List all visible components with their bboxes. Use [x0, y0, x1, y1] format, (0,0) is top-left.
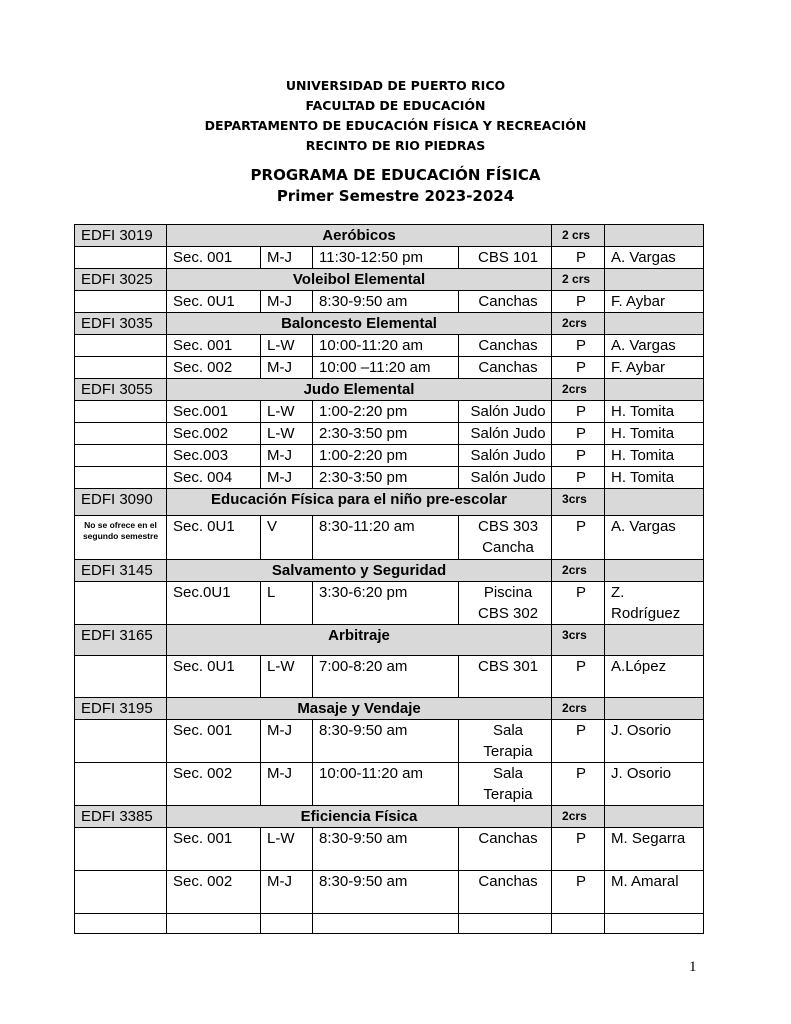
- section-time: 10:00 –11:20 am: [313, 357, 459, 379]
- section-type: P: [552, 871, 605, 914]
- section-days: L: [261, 582, 313, 625]
- section-row: [75, 445, 704, 467]
- section-time: 8:30-11:20 am: [313, 516, 459, 560]
- empty-cell: [75, 763, 167, 806]
- empty-cell: [75, 247, 167, 269]
- section-row: [75, 871, 704, 914]
- course-name: Masaje y Vendaje: [167, 698, 552, 720]
- section-row: [75, 247, 704, 269]
- section-room: Salón Judo: [459, 467, 552, 489]
- course-header-row: [75, 379, 704, 401]
- section-instructor: M. Amaral: [605, 871, 704, 914]
- section-time: 1:00-2:20 pm: [313, 445, 459, 467]
- course-header-row: [75, 625, 704, 656]
- section-type: P: [552, 720, 605, 763]
- section-room: Canchas: [459, 335, 552, 357]
- section-room: Salón Judo: [459, 401, 552, 423]
- section-days: L-W: [261, 335, 313, 357]
- section-instructor: J. Osorio: [605, 720, 704, 763]
- section-room: Sala Terapia: [459, 720, 552, 763]
- section-time: 7:00-8:20 am: [313, 656, 459, 698]
- course-name: Aeróbicos: [167, 225, 552, 247]
- section-type: P: [552, 291, 605, 313]
- section-instructor: F. Aybar: [605, 291, 704, 313]
- empty-cell: [605, 313, 704, 335]
- institution-line: DEPARTAMENTO DE EDUCACIÓN FÍSICA Y RECREACIÓN: [204, 118, 587, 133]
- empty-cell: [75, 828, 167, 871]
- section-instructor: A. Vargas: [605, 247, 704, 269]
- section-type: P: [552, 401, 605, 423]
- section-days: M-J: [261, 467, 313, 489]
- empty-cell: [605, 379, 704, 401]
- section-instructor: A.López: [605, 656, 704, 698]
- course-code: EDFI 3385: [75, 806, 167, 828]
- section-number: Sec. 0U1: [167, 516, 261, 560]
- section-days: V: [261, 516, 313, 560]
- page-number: 1: [689, 959, 697, 975]
- empty-cell: [552, 914, 605, 934]
- section-instructor: H. Tomita: [605, 445, 704, 467]
- course-name: Voleibol Elemental: [167, 269, 552, 291]
- course-code: EDFI 3025: [75, 269, 167, 291]
- section-instructor: J. Osorio: [605, 763, 704, 806]
- course-code: EDFI 3195: [75, 698, 167, 720]
- section-number: Sec.0U1: [167, 582, 261, 625]
- empty-cell: [605, 625, 704, 656]
- section-number: Sec. 001: [167, 247, 261, 269]
- blank-row: [75, 914, 704, 934]
- empty-cell: [75, 656, 167, 698]
- schedule-body: [75, 225, 704, 934]
- section-time: 11:30-12:50 pm: [313, 247, 459, 269]
- course-header-row: [75, 698, 704, 720]
- empty-cell: [75, 401, 167, 423]
- section-row: [75, 582, 704, 625]
- course-credits: 3crs: [552, 489, 605, 516]
- empty-cell: [75, 871, 167, 914]
- course-name: Baloncesto Elemental: [167, 313, 552, 335]
- section-type: P: [552, 445, 605, 467]
- section-type: P: [552, 828, 605, 871]
- empty-cell: [605, 269, 704, 291]
- empty-cell: [75, 291, 167, 313]
- section-time: 8:30-9:50 am: [313, 871, 459, 914]
- section-instructor: H. Tomita: [605, 467, 704, 489]
- course-credits: 2crs: [552, 379, 605, 401]
- institution-line: FACULTAD DE EDUCACIÓN: [305, 98, 486, 113]
- course-credits: 2 crs: [552, 269, 605, 291]
- section-room: CBS 301: [459, 656, 552, 698]
- section-room: Canchas: [459, 828, 552, 871]
- course-credits: 2crs: [552, 313, 605, 335]
- course-credits: 2crs: [552, 806, 605, 828]
- section-row: [75, 401, 704, 423]
- section-number: Sec. 0U1: [167, 291, 261, 313]
- course-credits: 3crs: [552, 625, 605, 656]
- empty-cell: [459, 914, 552, 934]
- section-instructor: A. Vargas: [605, 516, 704, 560]
- course-code: EDFI 3019: [75, 225, 167, 247]
- course-schedule-table: [74, 224, 704, 934]
- section-row: [75, 357, 704, 379]
- section-days: M-J: [261, 357, 313, 379]
- section-time: 8:30-9:50 am: [313, 828, 459, 871]
- section-type: P: [552, 763, 605, 806]
- empty-cell: [75, 357, 167, 379]
- empty-cell: [313, 914, 459, 934]
- section-days: M-J: [261, 291, 313, 313]
- section-room: Canchas: [459, 871, 552, 914]
- course-note: No se ofrece en el segundo semestre: [75, 516, 167, 560]
- section-room: Piscina CBS 302: [459, 582, 552, 625]
- section-number: Sec.001: [167, 401, 261, 423]
- course-name: Arbitraje: [167, 625, 552, 656]
- section-row: [75, 656, 704, 698]
- course-code: EDFI 3055: [75, 379, 167, 401]
- empty-cell: [167, 914, 261, 934]
- section-number: Sec. 001: [167, 828, 261, 871]
- section-number: Sec. 002: [167, 871, 261, 914]
- course-header-row: [75, 560, 704, 582]
- section-time: 1:00-2:20 pm: [313, 401, 459, 423]
- section-number: Sec.003: [167, 445, 261, 467]
- empty-cell: [605, 489, 704, 516]
- section-days: L-W: [261, 656, 313, 698]
- section-row: [75, 467, 704, 489]
- section-room: Salón Judo: [459, 445, 552, 467]
- course-code: EDFI 3145: [75, 560, 167, 582]
- section-instructor: H. Tomita: [605, 401, 704, 423]
- section-days: M-J: [261, 720, 313, 763]
- empty-cell: [605, 225, 704, 247]
- section-number: Sec. 001: [167, 335, 261, 357]
- section-time: 2:30-3:50 pm: [313, 423, 459, 445]
- section-room: Sala Terapia: [459, 763, 552, 806]
- empty-cell: [75, 467, 167, 489]
- section-days: L-W: [261, 423, 313, 445]
- empty-cell: [605, 560, 704, 582]
- empty-cell: [75, 423, 167, 445]
- section-instructor: Z. Rodríguez: [605, 582, 704, 625]
- section-time: 10:00-11:20 am: [313, 335, 459, 357]
- section-days: M-J: [261, 871, 313, 914]
- course-header-row: [75, 269, 704, 291]
- course-code: EDFI 3035: [75, 313, 167, 335]
- section-row: [75, 720, 704, 763]
- section-room: Canchas: [459, 357, 552, 379]
- course-header-row: [75, 489, 704, 516]
- section-number: Sec. 0U1: [167, 656, 261, 698]
- course-header-row: [75, 225, 704, 247]
- course-credits: 2crs: [552, 560, 605, 582]
- empty-cell: [75, 445, 167, 467]
- section-days: M-J: [261, 445, 313, 467]
- institution-line: RECINTO DE RIO PIEDRAS: [305, 138, 486, 153]
- section-time: 10:00-11:20 am: [313, 763, 459, 806]
- section-type: P: [552, 423, 605, 445]
- section-type: P: [552, 357, 605, 379]
- section-type: P: [552, 335, 605, 357]
- section-time: 2:30-3:50 pm: [313, 467, 459, 489]
- section-days: M-J: [261, 247, 313, 269]
- section-type: P: [552, 247, 605, 269]
- section-room: CBS 303 Cancha: [459, 516, 552, 560]
- course-name: Judo Elemental: [167, 379, 552, 401]
- program-title: PROGRAMA DE EDUCACIÓN FÍSICA: [250, 166, 541, 184]
- course-name: Eficiencia Física: [167, 806, 552, 828]
- section-time: 8:30-9:50 am: [313, 291, 459, 313]
- course-credits: 2 crs: [552, 225, 605, 247]
- section-room: CBS 101: [459, 247, 552, 269]
- section-days: L-W: [261, 828, 313, 871]
- semester-title: Primer Semestre 2023-2024: [276, 187, 515, 205]
- course-name: Educación Física para el niño pre-escolar: [167, 489, 552, 516]
- section-instructor: A. Vargas: [605, 335, 704, 357]
- empty-cell: [261, 914, 313, 934]
- section-room: Canchas: [459, 291, 552, 313]
- course-name: Salvamento y Seguridad: [167, 560, 552, 582]
- section-row: [75, 291, 704, 313]
- section-row: [75, 828, 704, 871]
- empty-cell: [605, 698, 704, 720]
- section-number: Sec. 004: [167, 467, 261, 489]
- empty-cell: [605, 806, 704, 828]
- empty-cell: [75, 720, 167, 763]
- section-row: [75, 516, 704, 560]
- course-header-row: [75, 806, 704, 828]
- section-days: M-J: [261, 763, 313, 806]
- institution-line: UNIVERSIDAD DE PUERTO RICO: [285, 78, 506, 93]
- section-instructor: F. Aybar: [605, 357, 704, 379]
- course-code: EDFI 3090: [75, 489, 167, 516]
- section-type: P: [552, 467, 605, 489]
- document-header: [0, 76, 791, 207]
- empty-cell: [75, 582, 167, 625]
- section-instructor: M. Segarra: [605, 828, 704, 871]
- course-code: EDFI 3165: [75, 625, 167, 656]
- section-row: [75, 763, 704, 806]
- section-number: Sec.002: [167, 423, 261, 445]
- section-row: [75, 335, 704, 357]
- section-type: P: [552, 516, 605, 560]
- empty-cell: [605, 914, 704, 934]
- course-credits: 2crs: [552, 698, 605, 720]
- section-number: Sec. 001: [167, 720, 261, 763]
- section-time: 3:30-6:20 pm: [313, 582, 459, 625]
- section-room: Salón Judo: [459, 423, 552, 445]
- empty-cell: [75, 335, 167, 357]
- section-days: L-W: [261, 401, 313, 423]
- section-type: P: [552, 656, 605, 698]
- section-instructor: H. Tomita: [605, 423, 704, 445]
- empty-cell: [75, 914, 167, 934]
- section-time: 8:30-9:50 am: [313, 720, 459, 763]
- section-number: Sec. 002: [167, 763, 261, 806]
- section-number: Sec. 002: [167, 357, 261, 379]
- course-header-row: [75, 313, 704, 335]
- section-type: P: [552, 582, 605, 625]
- section-row: [75, 423, 704, 445]
